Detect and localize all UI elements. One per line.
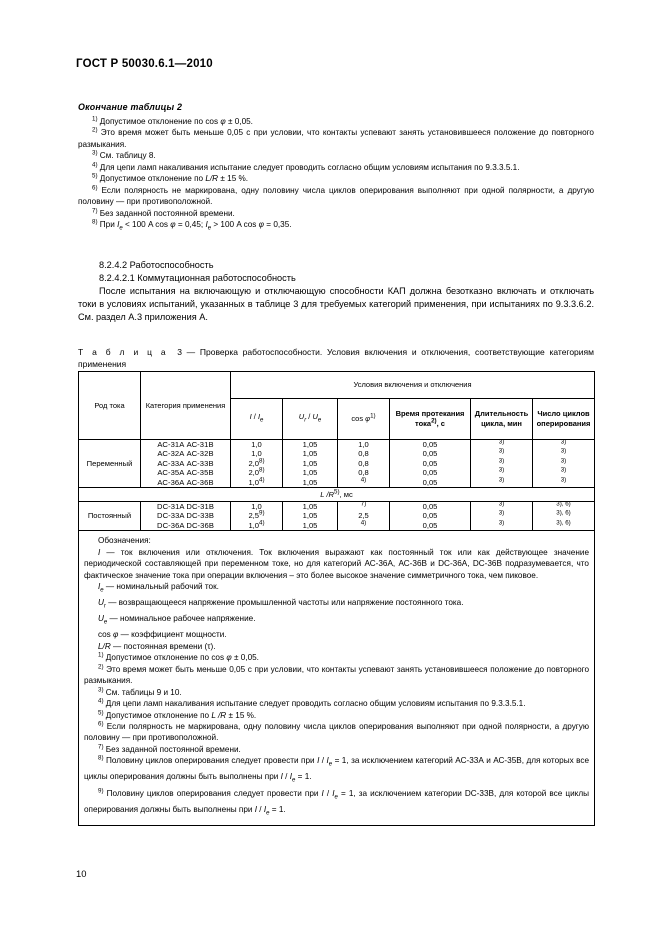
header-u-ratio: $U_r / U_е$ — [283, 399, 338, 440]
notation-text: — возвращающееся напряжение промышленной частоты или напряжение постоянного тока. — [108, 598, 464, 608]
header-cycle-duration: Длительность цикла, мин — [471, 399, 533, 440]
standard-header: ГОСТ Р 50030.6.1—2010 — [76, 58, 213, 70]
footnote-item — [78, 208, 594, 219]
header-conditions-group: Условия включения и отключения — [231, 372, 595, 399]
footnote-text: Допустимое отклонение по cos φ ± 0,05. — [99, 117, 253, 126]
footnote-marker: 6) — [92, 183, 98, 191]
footnote-text: Для цепи ламп накаливания испытание следует проводить согласно общим условиям испытания по 9.3.3.5.1. — [105, 699, 526, 709]
cell-cos-phi-dc: $^{7)}$ 2,5 $^{4)}$ — [338, 502, 390, 531]
footnote-text: Допустимое отклонение по L/R ± 15 %. — [99, 174, 249, 184]
cell-u-ratio-ac: 1,05 1,05 1,05 1,05 1,05 — [283, 440, 338, 488]
footnote-item — [78, 219, 594, 235]
footnote-item — [78, 127, 594, 150]
cell-current-type-dc: Постоянный — [79, 502, 141, 531]
table-3 — [78, 371, 594, 826]
footnote-text: См. таблицы 9 и 10. — [105, 687, 182, 697]
footnote-text: Если полярность не маркирована, одну половину числа циклов оперирования выполняют при одной полярности, а другую половину — при противоположной. — [78, 185, 594, 207]
table-footnote-item — [84, 687, 589, 698]
section-block — [78, 259, 594, 324]
notation-text: — постоянная времени (τ). — [113, 641, 216, 651]
table-continuation-caption: Окончание таблицы 2 — [78, 102, 183, 112]
table-caption-number: 3 — [177, 347, 182, 357]
footnote-text: Это время может быть меньше 0,05 с при условии, что контакты успевают занять установившееся положение до повторного размыкания. — [78, 128, 594, 149]
footnote-text: Для цепи ламп накаливания испытание следует проводить согласно общим условиям испытания по 9.3.3.5.1. — [99, 162, 520, 172]
footnote-marker: 2) — [98, 662, 104, 670]
footnote-marker: 9) — [98, 786, 104, 794]
table-footnote-item — [84, 664, 589, 687]
notation-definition — [84, 629, 589, 640]
cell-notations — [79, 531, 595, 825]
table-caption-label: Т а б л и ц а — [78, 347, 168, 357]
table-footnote-item — [84, 755, 589, 787]
table-row-lr-band — [79, 488, 595, 502]
table-footnote-item — [84, 721, 589, 744]
footnote-text: Без заданной постоянной времени. — [99, 208, 235, 218]
footnote-item — [78, 150, 594, 161]
footnote-marker: 4) — [92, 161, 98, 169]
footnote-marker: 5) — [92, 172, 98, 180]
cell-cos-phi-ac: 1,0 0,8 0,8 0,8 $^{4)}$ — [338, 440, 390, 488]
footnote-item — [78, 185, 594, 208]
notation-text: — коэффициент мощности. — [120, 630, 227, 640]
notation-symbol: I — [98, 547, 101, 557]
footnote-marker: 7) — [92, 206, 98, 214]
footnote-text: Это время может быть меньше 0,05 с при условии, что контакты успевают занять установившееся положение до повторного размыкания. — [84, 664, 589, 686]
table-caption-text: — Проверка работоспособности. Условия включения и отключения, соответствующие категориям применения — [78, 347, 594, 369]
table-footnote-item — [84, 710, 589, 721]
footnote-marker: 4) — [98, 697, 104, 705]
footnote-item — [78, 173, 594, 184]
footnote-marker: 1) — [98, 651, 104, 659]
footnote-text: При $I_е < 100$ A cos φ = 0,45; $I_е > 100$ A cos φ = 0,35. — [99, 220, 292, 232]
notation-definition — [84, 597, 589, 613]
table-footnote-item — [84, 652, 589, 663]
cell-cycle-count-ac: $^{3)}$ $^{3)}$ $^{3)}$ $^{3)}$ $^{3)}$ — [533, 440, 595, 488]
header-cycle-count: Число циклов оперирования — [533, 399, 595, 440]
cell-cycle-count-dc: $^{3), 6)}$ $^{3), 6)}$ $^{3), 6)}$ — [533, 502, 595, 531]
notation-text: — ток включения или отключения. Ток включения выражают как постоянный ток или как действующее значение периодической составляющей при переменном токе, но для категорий АС-36А, АС-36В и DC-36A, DC-36B подразумевается, что фактическое значение тока при операции включения – это более высокое значение симметричного тока, чем пиковое. — [84, 547, 589, 580]
table-footnote-item — [84, 744, 589, 755]
cell-cycle-duration-ac: $^{3)}$ $^{3)}$ $^{3)}$ $^{3)}$ $^{3)}$ — [471, 440, 533, 488]
footnote-marker: 2) — [92, 126, 98, 134]
section-heading-8-2-4-2-1: 8.2.4.2.1 Коммутационная работоспособность — [99, 273, 296, 284]
notation-symbol: $U_r$ — [98, 598, 106, 610]
cell-u-ratio-dc: 1,05 1,05 1,05 — [283, 502, 338, 531]
footnote-text: Половину циклов оперирования следует провести при $I / I_е = 1$, за исключением категорий АС-33А и АС-35В, для которых все циклы оперирования должны быть выполнены при $I / I_е = 1$. — [84, 756, 590, 785]
table-row-ac-group — [79, 440, 595, 488]
notation-text: — номинальный рабочий ток. — [105, 582, 219, 592]
table-header-row-group — [79, 372, 595, 399]
page-number: 10 — [76, 868, 87, 879]
notation-definition — [84, 641, 589, 652]
header-cos-phi: $\cos \varphi^{1)}$ — [338, 399, 390, 440]
table-footnote-item — [84, 788, 589, 820]
header-utilization-category: Категория применения — [141, 372, 231, 440]
table-row-notations — [79, 531, 595, 825]
footnote-marker: 8) — [92, 218, 98, 226]
header-current-type: Род тока — [79, 372, 141, 440]
footnote-marker: 3) — [92, 149, 98, 157]
cell-duration-ac: 0,05 0,05 0,05 0,05 0,05 — [390, 440, 471, 488]
notation-symbol: $U_е$ — [98, 614, 108, 626]
table-row-dc-group — [79, 502, 595, 531]
section-paragraph: После испытания на включающую и отключающую способности КАП должна безотказно включать и отключать токи в условиях испытаний, указанных в таблице 3 для требуемых категорий применения, при испытаниях по 9.3.3.6.2. См. раздел А.3 приложения А. — [78, 286, 594, 323]
footnote-text: См. таблицу 8. — [99, 151, 156, 161]
footnote-text: Допустимое отклонение по L /R ± 15 %. — [105, 710, 257, 720]
footnote-item — [78, 116, 594, 127]
notation-symbol: $I_е$ — [98, 582, 104, 594]
footnote-marker: 7) — [98, 743, 104, 751]
cell-duration-dc: 0,05 0,05 0,05 — [390, 502, 471, 531]
notations-title: Обозначения: — [98, 536, 151, 546]
table-footnote-item — [84, 698, 589, 709]
cell-lr-band: L $/R^{5)}$, мс — [79, 488, 595, 502]
footnote-marker: 3) — [98, 685, 104, 693]
footnote-marker: 8) — [98, 754, 104, 762]
cell-current-type-ac: Переменный — [79, 440, 141, 488]
cell-i-ratio-dc: 1,0 2,5$^{9)}$ 1,0$^{4)}$ — [231, 502, 283, 531]
notation-definition — [84, 613, 589, 629]
footnote-text: Допустимое отклонение по cos φ ± 0,05. — [105, 653, 259, 663]
footnote-marker: 1) — [92, 115, 98, 123]
notation-definition — [84, 547, 589, 581]
footnote-marker: 5) — [98, 708, 104, 716]
cell-categories-ac: АС-31А АС-31В АС-32А АС-32В АС-33А АС-33В АС-35А АС-35В АС-36А АС-36В — [141, 440, 231, 488]
table-caption — [78, 346, 594, 370]
cell-cycle-duration-dc: $^{3)}$ $^{3)}$ $^{3)}$ — [471, 502, 533, 531]
notation-definition — [84, 581, 589, 597]
notation-text: — номинальное рабочее напряжение. — [109, 614, 256, 624]
cell-i-ratio-ac: 1,0 1,0 2,0$^{8)}$ 2,0$^{8)}$ 1,0$^{4)}$ — [231, 440, 283, 488]
footnote-text: Половину циклов оперирования следует провести при $I / I_е = 1$, за исключением категории DC-33B, для которой все циклы оперирования должны быть выполнены при $I / I_е = 1$. — [84, 788, 590, 817]
footnote-marker: 6) — [98, 720, 104, 728]
notation-symbol: cos φ — [98, 630, 119, 640]
header-i-ratio: I / $I_е$ — [231, 399, 283, 440]
notation-symbol: L/R — [98, 641, 111, 651]
header-current-duration: Время протекания тока$^{2)}$, с — [390, 399, 471, 440]
footnote-item — [78, 162, 594, 173]
cell-categories-dc: DC-31A DC-31B DC-33A DC-33B DC-36A DC-36B — [141, 502, 231, 531]
section-heading-8-2-4-2: 8.2.4.2 Работоспособность — [99, 260, 214, 270]
footnote-text: Если полярность не маркирована, одну половину числа циклов оперирования выполняют при одной полярности, а другую половину — при противоположной. — [84, 721, 590, 743]
top-footnotes-block — [78, 116, 594, 235]
footnote-text: Без заданной постоянной времени. — [105, 744, 241, 754]
